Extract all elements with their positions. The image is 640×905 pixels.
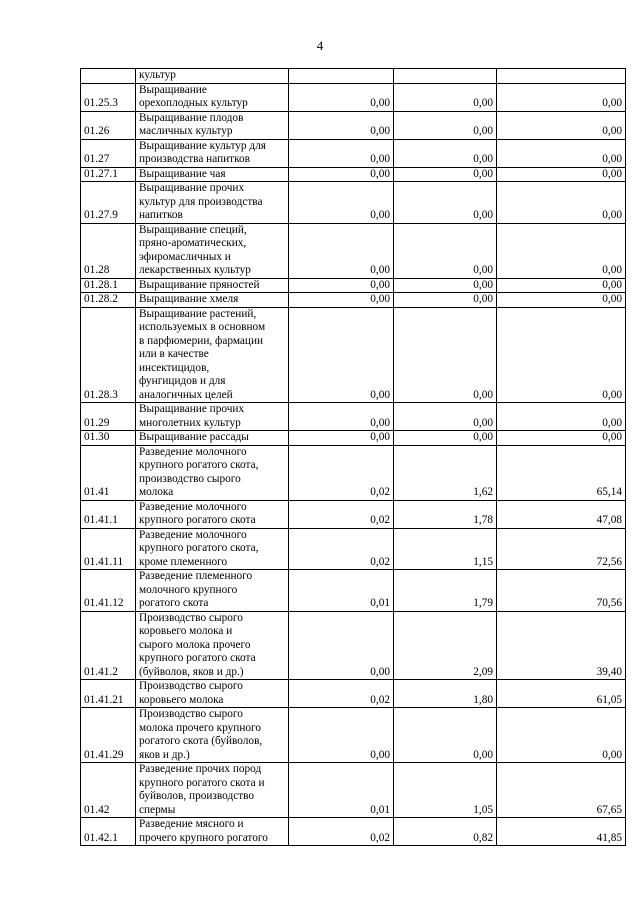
row-code: 01.41.2: [81, 611, 136, 680]
row-value-2: 0,00: [394, 182, 497, 224]
row-name: [136, 570, 289, 612]
table-row: [81, 111, 626, 139]
row-name-line: Выращивание плодов: [139, 111, 244, 124]
row-value-1: 0,00: [289, 293, 394, 308]
row-value-2: 0,00: [394, 167, 497, 182]
row-name-line: Разведение мясного и: [139, 818, 244, 830]
row-value-2: 0,00: [394, 403, 497, 431]
row-value-2: 0,00: [394, 223, 497, 278]
row-value-2: 1,78: [394, 500, 497, 528]
row-value-3: 61,05: [497, 680, 626, 708]
row-name-line: крупного рогатого скота,: [139, 459, 259, 471]
row-name: [136, 403, 289, 431]
row-value-2: 1,62: [394, 445, 497, 500]
row-code: 01.42: [81, 763, 136, 818]
row-name-line: Выращивание пряностей: [139, 278, 260, 291]
row-value-1: 0,02: [289, 445, 394, 500]
row-value-1: 0,00: [289, 139, 394, 167]
row-name-line: Разведение племенного: [139, 570, 253, 582]
row-code: 01.29: [81, 403, 136, 431]
row-code: 01.41.1: [81, 500, 136, 528]
row-name-line: крупного рогатого скота: [139, 652, 256, 664]
table-row: [81, 307, 626, 403]
row-value-1: 0,02: [289, 818, 394, 846]
row-name-line: Выращивание специй,: [139, 223, 247, 236]
row-name-line: Выращивание культур для: [139, 139, 266, 152]
row-name-line: культур для производства: [139, 195, 263, 208]
row-value-2: 0,00: [394, 431, 497, 446]
row-name: [136, 69, 289, 84]
row-name-line: буйволов, производство: [139, 790, 255, 802]
row-name: [136, 500, 289, 528]
row-value-1: 0,00: [289, 223, 394, 278]
row-value-3: 0,00: [497, 167, 626, 182]
row-value-1: [289, 69, 394, 84]
row-name-line: Выращивание чая: [139, 167, 226, 180]
row-value-3: 0,00: [497, 307, 626, 403]
row-value-3: 0,00: [497, 139, 626, 167]
table-row: [81, 680, 626, 708]
row-code: 01.27: [81, 139, 136, 167]
row-value-3: 0,00: [497, 278, 626, 293]
row-code: 01.41.11: [81, 528, 136, 570]
row-code: 01.28: [81, 223, 136, 278]
row-name: [136, 763, 289, 818]
row-name-line: кроме племенного: [139, 555, 228, 568]
row-code: 01.28.2: [81, 293, 136, 308]
row-name: [136, 139, 289, 167]
row-value-2: 0,00: [394, 293, 497, 308]
row-value-2: 1,79: [394, 570, 497, 612]
row-value-3: 39,40: [497, 611, 626, 680]
row-name-line: используемых в основном: [139, 321, 266, 333]
row-code: 01.41.29: [81, 708, 136, 763]
row-name-line: орехоплодных культур: [139, 97, 248, 109]
table-row: [81, 611, 626, 680]
row-value-1: 0,01: [289, 763, 394, 818]
row-name-line: (буйволов, яков и др.): [139, 665, 244, 678]
row-name: [136, 680, 289, 708]
row-name-line: Разведение молочного: [139, 500, 247, 513]
row-name-line: прочего крупного рогатого: [139, 831, 268, 844]
row-name-line: Выращивание: [139, 83, 207, 96]
row-name-line: сырого молока прочего: [139, 638, 251, 651]
table-row: [81, 69, 626, 84]
row-name-line: молока прочего крупного: [139, 721, 262, 734]
row-value-2: 0,00: [394, 139, 497, 167]
table-row: [81, 431, 626, 446]
row-value-3: 0,00: [497, 182, 626, 224]
row-code: 01.42.1: [81, 818, 136, 846]
row-value-1: 0,02: [289, 528, 394, 570]
row-name-line: напитков: [139, 209, 183, 221]
row-name-line: многолетних культур: [139, 416, 241, 429]
row-value-2: 0,00: [394, 708, 497, 763]
row-name-line: Производство сырого: [139, 611, 243, 624]
row-name: [136, 431, 289, 446]
row-value-2: 0,00: [394, 307, 497, 403]
row-name-line: Выращивание рассады: [139, 431, 249, 443]
row-value-1: 0,02: [289, 680, 394, 708]
row-name-line: коровьего молока: [139, 693, 224, 706]
row-name-line: Разведение прочих пород: [139, 763, 262, 775]
table-row: [81, 570, 626, 612]
table-row: [81, 223, 626, 278]
row-value-3: 0,00: [497, 83, 626, 111]
row-name-line: крупного рогатого скота: [139, 514, 256, 526]
row-value-1: 0,01: [289, 570, 394, 612]
row-value-2: 0,00: [394, 83, 497, 111]
row-name-line: крупного рогатого скота,: [139, 542, 259, 554]
row-name-line: аналогичных целей: [139, 388, 233, 401]
row-value-2: [394, 69, 497, 84]
table-row: [81, 708, 626, 763]
row-value-1: 0,00: [289, 611, 394, 680]
row-value-2: 2,09: [394, 611, 497, 680]
row-name-line: Выращивание растений,: [139, 307, 257, 320]
row-value-1: 0,02: [289, 500, 394, 528]
row-value-3: 0,00: [497, 403, 626, 431]
row-code: 01.28.1: [81, 278, 136, 293]
row-name-line: культур: [139, 69, 176, 81]
row-name-line: Разведение молочного: [139, 528, 247, 541]
row-name-line: рогатого скота: [139, 597, 209, 609]
row-code: 01.27.9: [81, 182, 136, 224]
row-name-line: молока: [139, 486, 174, 498]
row-value-1: 0,00: [289, 167, 394, 182]
row-name-line: Производство сырого: [139, 708, 243, 720]
row-value-1: 0,00: [289, 182, 394, 224]
table-row: [81, 403, 626, 431]
row-value-3: 0,00: [497, 431, 626, 446]
row-name-line: рогатого скота (буйволов,: [139, 735, 263, 747]
table-row: [81, 293, 626, 308]
row-value-3: 0,00: [497, 223, 626, 278]
row-name: [136, 293, 289, 308]
row-value-3: [497, 69, 626, 84]
row-code: 01.41.21: [81, 680, 136, 708]
row-name-line: коровьего молока и: [139, 625, 233, 637]
row-value-1: 0,00: [289, 431, 394, 446]
table-row: [81, 182, 626, 224]
row-name-line: Выращивание прочих: [139, 182, 245, 194]
row-name-line: эфиромасличных и: [139, 250, 231, 263]
row-value-2: 0,82: [394, 818, 497, 846]
row-code: 01.41: [81, 445, 136, 500]
row-name: [136, 528, 289, 570]
row-code: 01.41.12: [81, 570, 136, 612]
row-code: 01.25.3: [81, 83, 136, 111]
row-name: [136, 167, 289, 182]
row-value-3: 65,14: [497, 445, 626, 500]
row-name-line: молочного крупного: [139, 583, 238, 596]
row-code: 01.28.3: [81, 307, 136, 403]
table-row: [81, 83, 626, 111]
row-name: [136, 83, 289, 111]
row-value-2: 0,00: [394, 111, 497, 139]
activity-table: [80, 68, 626, 846]
table-row: [81, 763, 626, 818]
row-name-line: инсектицидов,: [139, 361, 210, 374]
table-row: [81, 818, 626, 846]
row-value-3: 47,08: [497, 500, 626, 528]
table-row: [81, 500, 626, 528]
row-name: [136, 307, 289, 403]
row-name-line: фунгицидов и для: [139, 375, 226, 387]
row-value-3: 0,00: [497, 708, 626, 763]
row-value-1: 0,00: [289, 403, 394, 431]
row-name-line: яков и др.): [139, 748, 190, 761]
row-name-line: Выращивание хмеля: [139, 293, 239, 305]
row-value-1: 0,00: [289, 307, 394, 403]
row-name-line: или в качестве: [139, 348, 209, 360]
row-value-1: 0,00: [289, 708, 394, 763]
table-row: [81, 445, 626, 500]
row-name: [136, 445, 289, 500]
row-value-2: 1,80: [394, 680, 497, 708]
row-name-line: пряно-ароматических,: [139, 237, 247, 249]
row-name: [136, 708, 289, 763]
row-name-line: крупного рогатого скота и: [139, 776, 265, 789]
row-name: [136, 111, 289, 139]
row-value-1: 0,00: [289, 83, 394, 111]
table-body: [81, 69, 626, 846]
table-row: [81, 139, 626, 167]
row-name-line: производства напитков: [139, 153, 250, 165]
row-name: [136, 223, 289, 278]
row-value-1: 0,00: [289, 278, 394, 293]
table-row: [81, 528, 626, 570]
row-value-3: 0,00: [497, 111, 626, 139]
table-row: [81, 278, 626, 293]
row-name-line: Производство сырого: [139, 680, 243, 692]
row-value-3: 72,56: [497, 528, 626, 570]
table-row: [81, 167, 626, 182]
row-name-line: Выращивание прочих: [139, 403, 245, 415]
row-value-3: 41,85: [497, 818, 626, 846]
page-number: 4: [316, 38, 324, 53]
row-name-line: масличных культур: [139, 125, 233, 137]
row-name: [136, 278, 289, 293]
row-value-2: 1,15: [394, 528, 497, 570]
row-name-line: производство сырого: [139, 472, 241, 485]
row-value-1: 0,00: [289, 111, 394, 139]
row-value-3: 0,00: [497, 293, 626, 308]
row-value-2: 0,00: [394, 278, 497, 293]
row-code: [81, 69, 136, 84]
row-value-2: 1,05: [394, 763, 497, 818]
row-name-line: в парфюмерии, фармации: [139, 334, 264, 347]
row-name: [136, 818, 289, 846]
row-value-3: 70,56: [497, 570, 626, 612]
row-name: [136, 182, 289, 224]
row-name-line: лекарственных культур: [139, 264, 251, 276]
row-name-line: Разведение молочного: [139, 445, 247, 458]
row-value-3: 67,65: [497, 763, 626, 818]
row-name-line: спермы: [139, 803, 176, 816]
row-code: 01.30: [81, 431, 136, 446]
row-name: [136, 611, 289, 680]
row-code: 01.26: [81, 111, 136, 139]
row-code: 01.27.1: [81, 167, 136, 182]
